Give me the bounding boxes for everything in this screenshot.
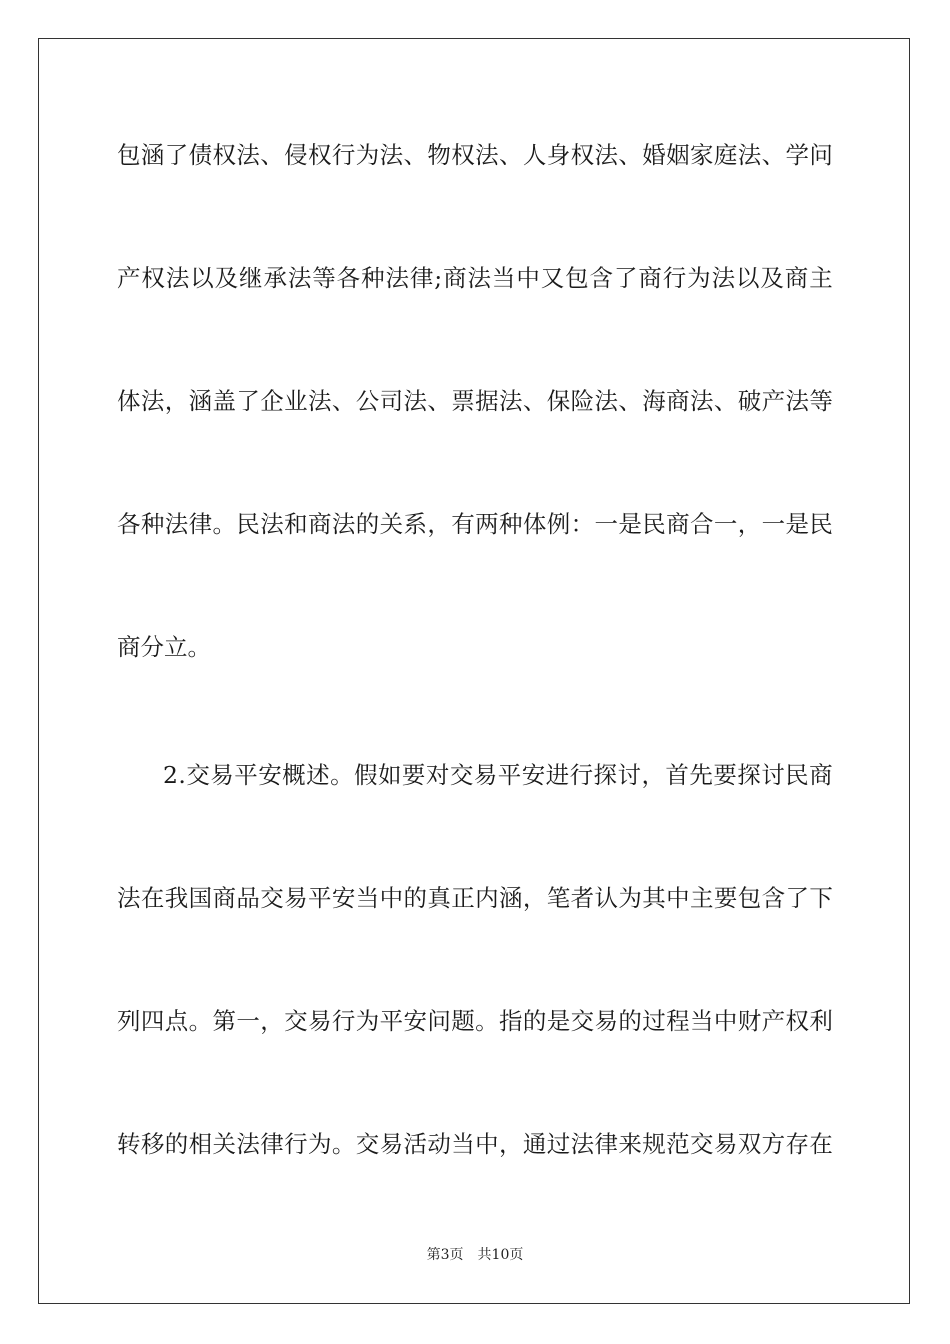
page-border xyxy=(38,38,910,1304)
body-text-line: 2 . 交 易 平 安 概 述 。 假 如 要 对 交 易 平 安 进 行 探 讨 ， 首 先 要 探 讨 民 商 xyxy=(163,761,833,789)
page-total: 共10页 xyxy=(477,1247,524,1263)
body-text-line: 商分立。 xyxy=(117,633,211,661)
body-text-line: 法 在 我 国 商 品 交 易 平 安 当 中 的 真 正 内 涵 ， 笔 者 认 为 其 中 主 要 包 含 了 下 xyxy=(117,884,833,912)
body-text-line: 各 种 法 律 。 民 法 和 商 法 的 关 系 ， 有 两 种 体 例 ： 一 是 民 商 合 一 ， 一 是 民 xyxy=(117,510,833,538)
body-text-line: 转 移 的 相 关 法 律 行 为 。 交 易 活 动 当 中 ， 通 过 法 律 来 规 范 交 易 双 方 存 在 xyxy=(117,1130,833,1158)
page-number: 第3页 xyxy=(426,1247,464,1263)
body-text-line: 产 权 法 以 及 继 承 法 等 各 种 法 律 ; 商 法 当 中 又 包 含 了 商 行 为 法 以 及 商 主 xyxy=(117,264,833,292)
page-footer xyxy=(0,1245,950,1265)
body-text-line: 体 法 ， 涵 盖 了 企 业 法 、 公 司 法 、 票 据 法 、 保 险 法 、 海 商 法 、 破 产 法 等 xyxy=(117,387,833,415)
body-text-line: 列 四 点 。 第 一 ， 交 易 行 为 平 安 问 题 。 指 的 是 交 易 的 过 程 当 中 财 产 权 利 xyxy=(117,1007,833,1035)
body-text-line: 包 涵 了 债 权 法 、 侵 权 行 为 法 、 物 权 法 、 人 身 权 法 、 婚 姻 家 庭 法 、 学 问 xyxy=(117,141,833,169)
